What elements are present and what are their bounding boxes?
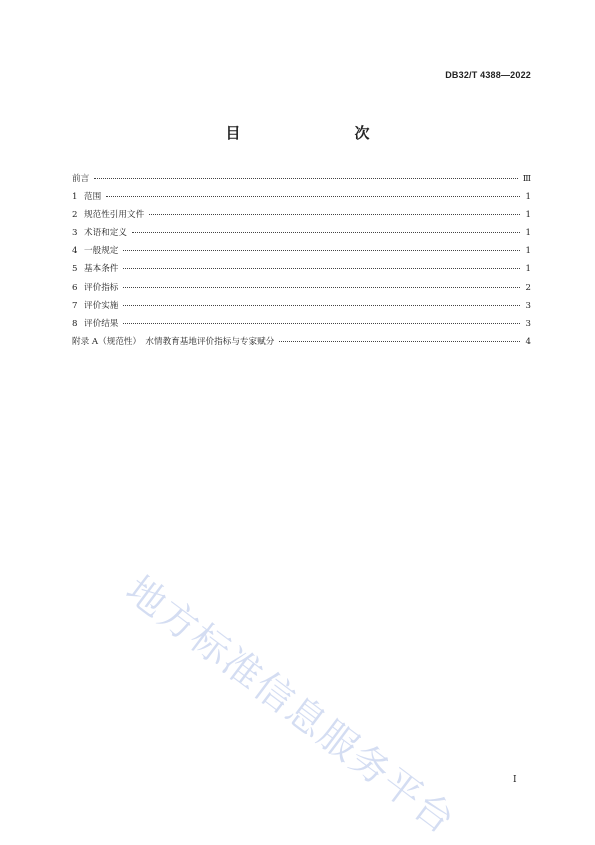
toc-entry-label: 规范性引用文件 [84,210,145,221]
dot-leader [106,196,520,197]
standard-code: DB32/T 4388—2022 [445,70,531,80]
toc-entry-number: 2 [72,210,78,221]
toc-entry-evaluation-implementation[interactable] [72,297,531,315]
toc-entry-appendix-a[interactable] [72,333,531,351]
toc-entry-foreword[interactable] [72,170,531,188]
toc-entry-number: 7 [72,300,78,311]
toc-entry-page: 1 [525,264,531,275]
toc-entry-scope[interactable] [72,188,531,206]
toc-entry-page: 1 [525,192,531,203]
dot-leader [149,214,520,215]
toc-entry-label: 前言 [72,174,90,184]
toc-entry-label: 术语和定义 [84,228,127,239]
toc-entry-basic-conditions[interactable] [72,260,531,278]
dot-leader [123,323,520,324]
toc-entry-number: 8 [72,318,78,329]
toc-entry-label: 评价指标 [84,282,119,293]
toc-entry-label: 一般规定 [84,246,119,257]
page-number: I [513,775,517,785]
toc-entry-page: 4 [525,336,531,347]
toc-entry-evaluation-indicators[interactable] [72,279,531,297]
toc-entry-number: 5 [72,264,78,275]
watermark: 地方标准信息服务平台 [118,567,465,844]
toc-entry-label: 范围 [84,192,102,203]
dot-leader [123,287,520,288]
toc-entry-number: 4 [72,246,78,257]
toc-entry-number: 6 [72,282,78,293]
toc-entry-evaluation-results[interactable] [72,315,531,333]
toc-entry-label: 附录 A（规范性） 水情教育基地评价指标与专家赋分 [72,336,275,347]
toc-entry-page: Ⅲ [522,174,531,184]
toc-entry-page: 1 [525,228,531,239]
toc-entry-page: 3 [525,318,531,329]
toc-entry-label: 评价结果 [84,318,119,329]
dot-leader [123,250,520,251]
toc-entry-page: 1 [525,210,531,221]
table-of-contents [72,170,531,351]
toc-entry-label: 基本条件 [84,264,119,275]
toc-entry-page: 3 [525,300,531,311]
toc-entry-number: 3 [72,228,78,239]
toc-entry-general[interactable] [72,242,531,260]
toc-entry-number: 1 [72,192,78,203]
toc-entry-normative-references[interactable] [72,206,531,224]
dot-leader [94,178,518,179]
dot-leader [279,341,520,342]
toc-entry-terms[interactable] [72,224,531,242]
dot-leader [132,232,520,233]
dot-leader [123,268,520,269]
toc-entry-page: 1 [525,246,531,257]
dot-leader [123,305,520,306]
toc-title: 目 次 [225,124,398,142]
toc-entry-page: 2 [525,282,531,293]
toc-entry-label: 评价实施 [84,300,119,311]
